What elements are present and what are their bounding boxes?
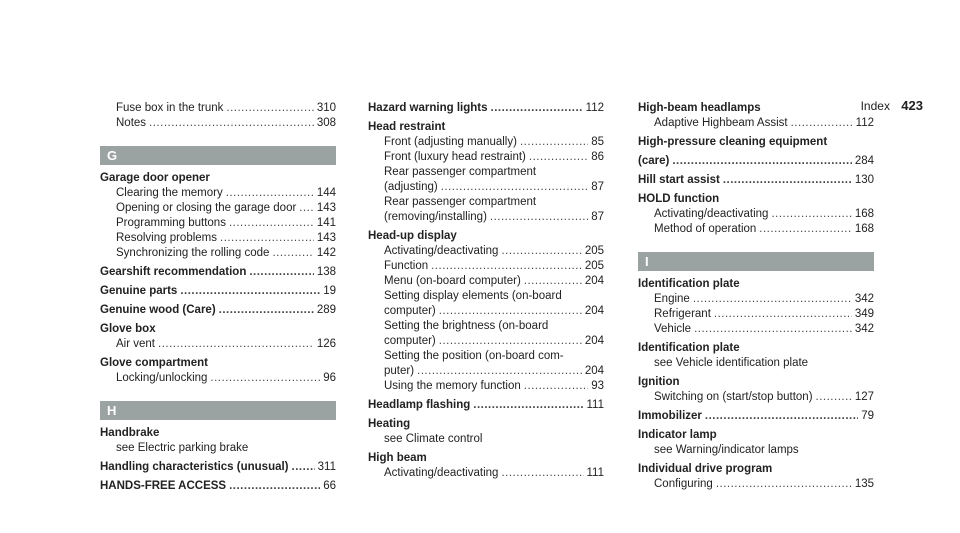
index-subentry-page: 204 xyxy=(584,275,604,287)
index-subentry-page: 96 xyxy=(323,372,336,384)
index-entry-text: High-beam headlamps xyxy=(638,102,761,114)
index-subentry-text: (adjusting) xyxy=(384,181,438,193)
g-entries xyxy=(100,171,336,386)
leader-dots xyxy=(759,222,852,237)
index-subentry-text: Fuse box in the trunk xyxy=(116,102,224,114)
index-subentry-page: 310 xyxy=(316,102,336,114)
index-subentry-text: Activating/deactivating xyxy=(654,208,769,220)
index-subentry xyxy=(100,116,336,131)
index-subentry-text: computer) xyxy=(384,305,436,317)
index-subentry xyxy=(368,432,604,447)
index-subentry-text: Rear passenger compartment xyxy=(384,196,537,208)
index-subentry-text: Activating/deactivating xyxy=(384,245,499,257)
index-subentry-text: Opening or closing the garage door xyxy=(116,202,297,214)
index-subentry-text: Setting display elements (on-board xyxy=(384,290,562,302)
leader-dots xyxy=(272,246,313,261)
col2-entries xyxy=(368,101,604,481)
index-subentry-text: Refrigerant xyxy=(654,308,711,320)
leader-dots xyxy=(524,274,582,289)
index-entry xyxy=(100,426,336,441)
index-subentry xyxy=(638,390,874,405)
index-subentry xyxy=(638,207,874,222)
index-subentry xyxy=(368,289,604,304)
index-entry xyxy=(100,479,336,494)
index-subentry-page: 205 xyxy=(584,245,604,257)
index-subentry-page: 143 xyxy=(316,232,336,244)
index-entry-text: HANDS-FREE ACCESS xyxy=(100,480,227,492)
index-subentry xyxy=(100,371,336,386)
index-subentry xyxy=(638,222,874,237)
leader-dots xyxy=(693,292,852,307)
index-subentry-text: Notes xyxy=(116,117,147,129)
index-subentry xyxy=(638,292,874,307)
leader-dots xyxy=(226,101,313,116)
index-subentry-page: 204 xyxy=(584,365,604,377)
leader-dots xyxy=(229,479,320,494)
index-subentry-page: 143 xyxy=(316,202,336,214)
index-entry-text: Handling characteristics (unusual) xyxy=(100,461,289,473)
index-entry-text: Handbrake xyxy=(100,427,160,439)
index-subentry-text: see Electric parking brake xyxy=(116,442,249,454)
leader-dots xyxy=(229,216,314,231)
leader-dots xyxy=(220,231,314,246)
index-subentry xyxy=(100,216,336,231)
index-subentry-page: 126 xyxy=(316,338,336,350)
index-subentry-page: 87 xyxy=(591,181,604,193)
index-subentry xyxy=(368,180,604,195)
index-subentry-text: see Climate control xyxy=(384,433,483,445)
leader-dots xyxy=(299,201,314,216)
leader-dots xyxy=(180,284,320,299)
index-entry xyxy=(638,277,874,292)
index-entry xyxy=(368,398,604,413)
index-subentry xyxy=(100,201,336,216)
index-entry xyxy=(638,428,874,443)
leader-dots xyxy=(431,259,582,274)
leader-dots xyxy=(816,390,852,405)
index-subentry xyxy=(638,116,874,131)
index-subentry-page: 204 xyxy=(584,305,604,317)
index-subentry xyxy=(368,319,604,334)
index-entry xyxy=(638,101,874,116)
index-column-3 xyxy=(638,101,874,492)
index-subentry xyxy=(638,322,874,337)
index-subentry-text: Front (luxury head restraint) xyxy=(384,151,526,163)
index-entry xyxy=(638,375,874,390)
index-entry xyxy=(638,341,874,356)
index-entry-page: 111 xyxy=(586,399,604,411)
index-entry-text: Genuine parts xyxy=(100,285,178,297)
index-entry-text: Gearshift recommendation xyxy=(100,266,247,278)
index-subentry xyxy=(368,466,604,481)
index-subentry-page: 168 xyxy=(854,223,874,235)
index-entry-text: Headlamp flashing xyxy=(368,399,471,411)
leader-dots xyxy=(672,154,851,169)
index-subentry-text: Setting the position (on-board com- xyxy=(384,350,564,362)
index-subentry-page: 87 xyxy=(591,211,604,223)
index-subentry xyxy=(368,150,604,165)
index-subentry xyxy=(100,337,336,352)
index-entry xyxy=(100,265,336,280)
index-entry-page: 112 xyxy=(585,102,604,114)
index-entry-text: Identification plate xyxy=(638,342,740,354)
leader-dots xyxy=(417,364,582,379)
index-subentry-page: 111 xyxy=(586,467,604,479)
index-subentry xyxy=(368,334,604,349)
index-subentry-text: (removing/installing) xyxy=(384,211,487,223)
index-subentry xyxy=(368,274,604,289)
index-subentry xyxy=(638,443,874,458)
index-subentry-page: 204 xyxy=(584,335,604,347)
leader-dots xyxy=(441,180,589,195)
leader-dots xyxy=(501,466,583,481)
index-entry-text: Indicator lamp xyxy=(638,429,717,441)
index-entry-page: 130 xyxy=(854,174,874,186)
index-entry-text: High-pressure cleaning equipment xyxy=(638,136,828,148)
leader-dots xyxy=(439,334,582,349)
index-subentry-page: 308 xyxy=(316,117,336,129)
index-entry-text: High beam xyxy=(368,452,427,464)
index-subentry xyxy=(368,259,604,274)
col3-entries xyxy=(638,101,874,237)
index-subentry-text: Menu (on-board computer) xyxy=(384,275,521,287)
leader-dots xyxy=(716,477,852,492)
index-entry-text: Head-up display xyxy=(368,230,457,242)
index-subentry-page: 168 xyxy=(854,208,874,220)
index-subentry xyxy=(638,356,874,371)
leader-dots xyxy=(249,265,313,280)
index-entry xyxy=(100,303,336,318)
pre-entries xyxy=(100,101,336,131)
index-entry xyxy=(100,322,336,337)
index-entry-text: Hill start assist xyxy=(638,174,720,186)
index-column-2 xyxy=(368,101,604,481)
index-subentry-text: Air vent xyxy=(116,338,155,350)
letter-header-h: H xyxy=(100,401,336,420)
index-subentry-text: see Vehicle identification plate xyxy=(654,357,809,369)
index-entry-page: 19 xyxy=(323,285,336,297)
index-subentry-text: Switching on (start/stop button) xyxy=(654,391,813,403)
leader-dots xyxy=(491,101,583,116)
index-subentry xyxy=(100,101,336,116)
index-subentry-text: Activating/deactivating xyxy=(384,467,499,479)
index-subentry-text: Configuring xyxy=(654,478,713,490)
index-entry-text: Hazard warning lights xyxy=(368,102,488,114)
leader-dots xyxy=(524,379,588,394)
leader-dots xyxy=(226,186,314,201)
index-entry xyxy=(638,462,874,477)
index-subentry xyxy=(368,244,604,259)
index-subentry xyxy=(638,477,874,492)
index-subentry-text: Resolving problems xyxy=(116,232,217,244)
index-subentry-text: Setting the brightness (on-board xyxy=(384,320,549,332)
leader-dots xyxy=(714,307,852,322)
index-entry-page: 79 xyxy=(861,410,874,422)
index-entry-page: 66 xyxy=(323,480,336,492)
index-entry xyxy=(638,135,874,150)
index-entry-text: Garage door opener xyxy=(100,172,210,184)
index-entry xyxy=(638,409,874,424)
leader-dots xyxy=(473,398,583,413)
index-subentry-page: 141 xyxy=(316,217,336,229)
index-subentry-page: 205 xyxy=(584,260,604,272)
index-subentry-text: Rear passenger compartment xyxy=(384,166,537,178)
leader-dots xyxy=(791,116,853,131)
leader-dots xyxy=(490,210,588,225)
index-subentry xyxy=(100,231,336,246)
index-subentry-page: 127 xyxy=(854,391,874,403)
leader-dots xyxy=(292,460,315,475)
index-entry xyxy=(368,229,604,244)
index-entry xyxy=(368,417,604,432)
index-subentry-page: 144 xyxy=(316,187,336,199)
index-subentry-text: Function xyxy=(384,260,429,272)
index-subentry xyxy=(368,304,604,319)
leader-dots xyxy=(439,304,582,319)
index-entry-text: HOLD function xyxy=(638,193,720,205)
index-entry xyxy=(368,120,604,135)
index-subentry xyxy=(368,210,604,225)
index-subentry-text: Clearing the memory xyxy=(116,187,223,199)
letter-header-g: G xyxy=(100,146,336,165)
index-entry-page: 284 xyxy=(854,155,874,167)
index-subentry-text: Front (adjusting manually) xyxy=(384,136,517,148)
leader-dots xyxy=(501,244,581,259)
index-entry-text: Genuine wood (Care) xyxy=(100,304,216,316)
index-subentry xyxy=(368,364,604,379)
index-entry-text: (care) xyxy=(638,155,670,167)
index-subentry-page: 135 xyxy=(854,478,874,490)
leader-dots xyxy=(723,173,852,188)
index-subentry-text: Locking/unlocking xyxy=(116,372,208,384)
index-subentry-text: puter) xyxy=(384,365,415,377)
index-entry xyxy=(638,192,874,207)
index-subentry-page: 342 xyxy=(854,293,874,305)
index-subentry-page: 93 xyxy=(591,380,604,392)
index-entry-text: Ignition xyxy=(638,376,680,388)
index-entry-text: Immobilizer xyxy=(638,410,702,422)
index-subentry-text: Method of operation xyxy=(654,223,757,235)
index-column-1 xyxy=(100,101,336,494)
index-subentry-text: Synchronizing the rolling code xyxy=(116,247,270,259)
index-subentry-text: Programming buttons xyxy=(116,217,226,229)
index-entry xyxy=(638,154,874,169)
leader-dots xyxy=(149,116,314,131)
leader-dots xyxy=(210,371,320,386)
index-entry-page: 311 xyxy=(317,461,336,473)
index-entry-text: Individual drive program xyxy=(638,463,773,475)
index-subentry-page: 349 xyxy=(854,308,874,320)
index-subentry xyxy=(368,379,604,394)
index-subentry-text: see Warning/indicator lamps xyxy=(654,444,799,456)
index-entry xyxy=(100,356,336,371)
i-entries xyxy=(638,277,874,492)
index-entry-text: Glove box xyxy=(100,323,156,335)
index-subentry-page: 142 xyxy=(316,247,336,259)
index-entry xyxy=(368,101,604,116)
index-subentry-page: 112 xyxy=(855,117,874,129)
index-entry xyxy=(368,451,604,466)
index-entry xyxy=(100,460,336,475)
letter-header-i: I xyxy=(638,252,874,271)
index-entry xyxy=(100,284,336,299)
index-entry-page: 138 xyxy=(316,266,336,278)
index-subentry-page: 342 xyxy=(854,323,874,335)
index-entry-text: Identification plate xyxy=(638,278,740,290)
index-subentry-text: Adaptive Highbeam Assist xyxy=(654,117,788,129)
leader-dots xyxy=(705,409,858,424)
leader-dots xyxy=(520,135,588,150)
header-label: Index xyxy=(860,99,890,113)
index-subentry-page: 86 xyxy=(591,151,604,163)
index-subentry xyxy=(368,195,604,210)
index-subentry xyxy=(100,246,336,261)
page-number: 423 xyxy=(901,98,923,113)
index-subentry xyxy=(368,135,604,150)
index-subentry-text: computer) xyxy=(384,335,436,347)
index-entry-text: Glove compartment xyxy=(100,357,208,369)
index-subentry xyxy=(638,307,874,322)
index-entry xyxy=(638,173,874,188)
leader-dots xyxy=(158,337,314,352)
leader-dots xyxy=(694,322,852,337)
index-subentry xyxy=(100,441,336,456)
index-subentry-page: 85 xyxy=(591,136,604,148)
index-entry xyxy=(100,171,336,186)
h-entries xyxy=(100,426,336,494)
leader-dots xyxy=(771,207,851,222)
leader-dots xyxy=(219,303,314,318)
index-entry-text: Heating xyxy=(368,418,411,430)
index-subentry xyxy=(100,186,336,201)
index-subentry xyxy=(368,349,604,364)
index-subentry-text: Engine xyxy=(654,293,690,305)
index-entry-text: Head restraint xyxy=(368,121,446,133)
leader-dots xyxy=(529,150,588,165)
index-subentry-text: Vehicle xyxy=(654,323,692,335)
index-entry-page: 289 xyxy=(316,304,336,316)
index-subentry xyxy=(368,165,604,180)
index-subentry-text: Using the memory function xyxy=(384,380,521,392)
